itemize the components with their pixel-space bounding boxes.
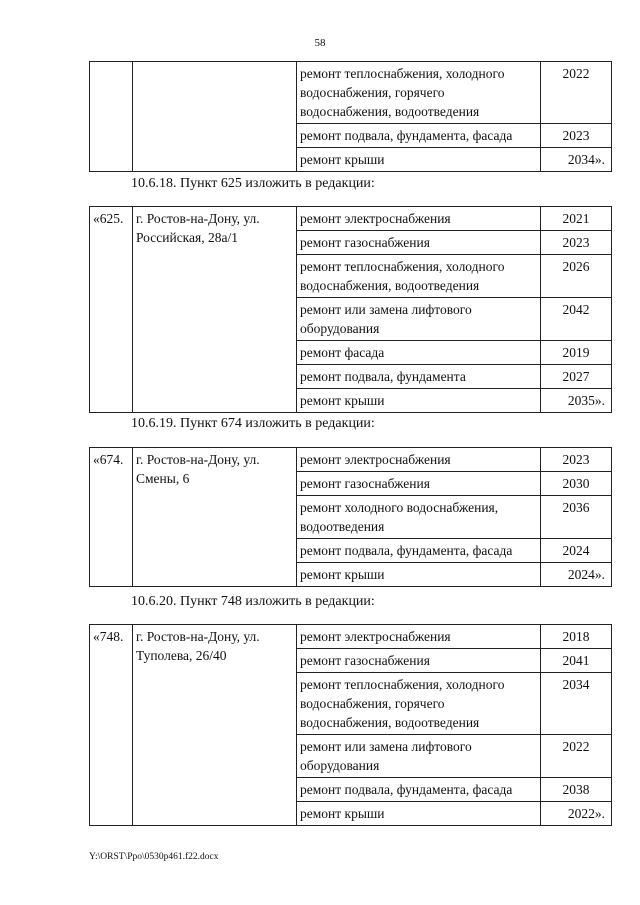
year-cell: 2030 (541, 472, 612, 496)
paragraph-heading: 10.6.18. Пункт 625 изложить в редакции: (131, 176, 375, 191)
work-cell: ремонт газоснабжения (297, 231, 541, 255)
work-cell: ремонт теплоснабжения, холодного водоснабжения, горячего водоснабжения, водоотведения (297, 673, 541, 735)
work-cell: ремонт подвала, фундамента, фасада (297, 124, 541, 148)
year-cell: 2024 (541, 539, 612, 563)
paragraph-heading: 10.6.20. Пункт 748 изложить в редакции: (131, 594, 375, 609)
year-cell: 2022 (541, 735, 612, 778)
work-cell: ремонт крыши (297, 563, 541, 587)
work-cell: ремонт холодного водоснабжения, водоотведения (297, 496, 541, 539)
year-cell: 2018 (541, 625, 612, 649)
item-748-table (89, 624, 612, 826)
work-cell: ремонт крыши (297, 802, 541, 826)
work-cell: ремонт фасада (297, 341, 541, 365)
item-number-cell: «748. (90, 625, 133, 826)
item-674-table (89, 447, 612, 587)
year-cell: 2023 (541, 124, 612, 148)
table-row (90, 207, 612, 231)
year-cell: 2042 (541, 298, 612, 341)
year-cell: 2022». (541, 802, 612, 826)
year-cell: 2022 (541, 62, 612, 124)
year-cell: 2021 (541, 207, 612, 231)
table-row (90, 625, 612, 649)
year-cell: 2038 (541, 778, 612, 802)
work-cell: ремонт крыши (297, 148, 541, 172)
year-cell: 2023 (541, 231, 612, 255)
work-cell: ремонт теплоснабжения, холодного водоснабжения, водоотведения (297, 255, 541, 298)
item-625-table (89, 206, 612, 413)
work-cell: ремонт газоснабжения (297, 649, 541, 673)
item-number-cell: «625. (90, 207, 133, 413)
work-cell: ремонт электроснабжения (297, 625, 541, 649)
year-cell: 2023 (541, 448, 612, 472)
year-cell: 2041 (541, 649, 612, 673)
work-cell: ремонт газоснабжения (297, 472, 541, 496)
address-cell: г. Ростов-на-Дону, ул. Туполева, 26/40 (133, 625, 297, 826)
year-cell: 2024». (541, 563, 612, 587)
work-cell: ремонт крыши (297, 389, 541, 413)
year-cell: 2034 (541, 673, 612, 735)
footer-file-path: Y:\ORST\Ppo\0530p461.f22.docx (89, 852, 219, 862)
address-cell (133, 62, 297, 172)
address-cell: г. Ростов-на-Дону, ул. Российская, 28а/1 (133, 207, 297, 413)
work-cell: ремонт электроснабжения (297, 207, 541, 231)
continuation-table (89, 61, 612, 172)
address-cell: г. Ростов-на-Дону, ул. Смены, 6 (133, 448, 297, 587)
year-cell: 2035». (541, 389, 612, 413)
work-cell: ремонт подвала, фундамента, фасада (297, 539, 541, 563)
table-row (90, 448, 612, 472)
table-row (90, 62, 612, 124)
work-cell: ремонт теплоснабжения, холодного водоснабжения, горячего водоснабжения, водоотведения (297, 62, 541, 124)
item-number-cell: «674. (90, 448, 133, 587)
year-cell: 2036 (541, 496, 612, 539)
year-cell: 2019 (541, 341, 612, 365)
work-cell: ремонт подвала, фундамента (297, 365, 541, 389)
year-cell: 2027 (541, 365, 612, 389)
work-cell: ремонт или замена лифтового оборудования (297, 298, 541, 341)
year-cell: 2026 (541, 255, 612, 298)
year-cell: 2034». (541, 148, 612, 172)
work-cell: ремонт или замена лифтового оборудования (297, 735, 541, 778)
item-number-cell (90, 62, 133, 172)
paragraph-heading: 10.6.19. Пункт 674 изложить в редакции: (131, 416, 375, 431)
page-number: 58 (314, 37, 326, 49)
work-cell: ремонт подвала, фундамента, фасада (297, 778, 541, 802)
work-cell: ремонт электроснабжения (297, 448, 541, 472)
